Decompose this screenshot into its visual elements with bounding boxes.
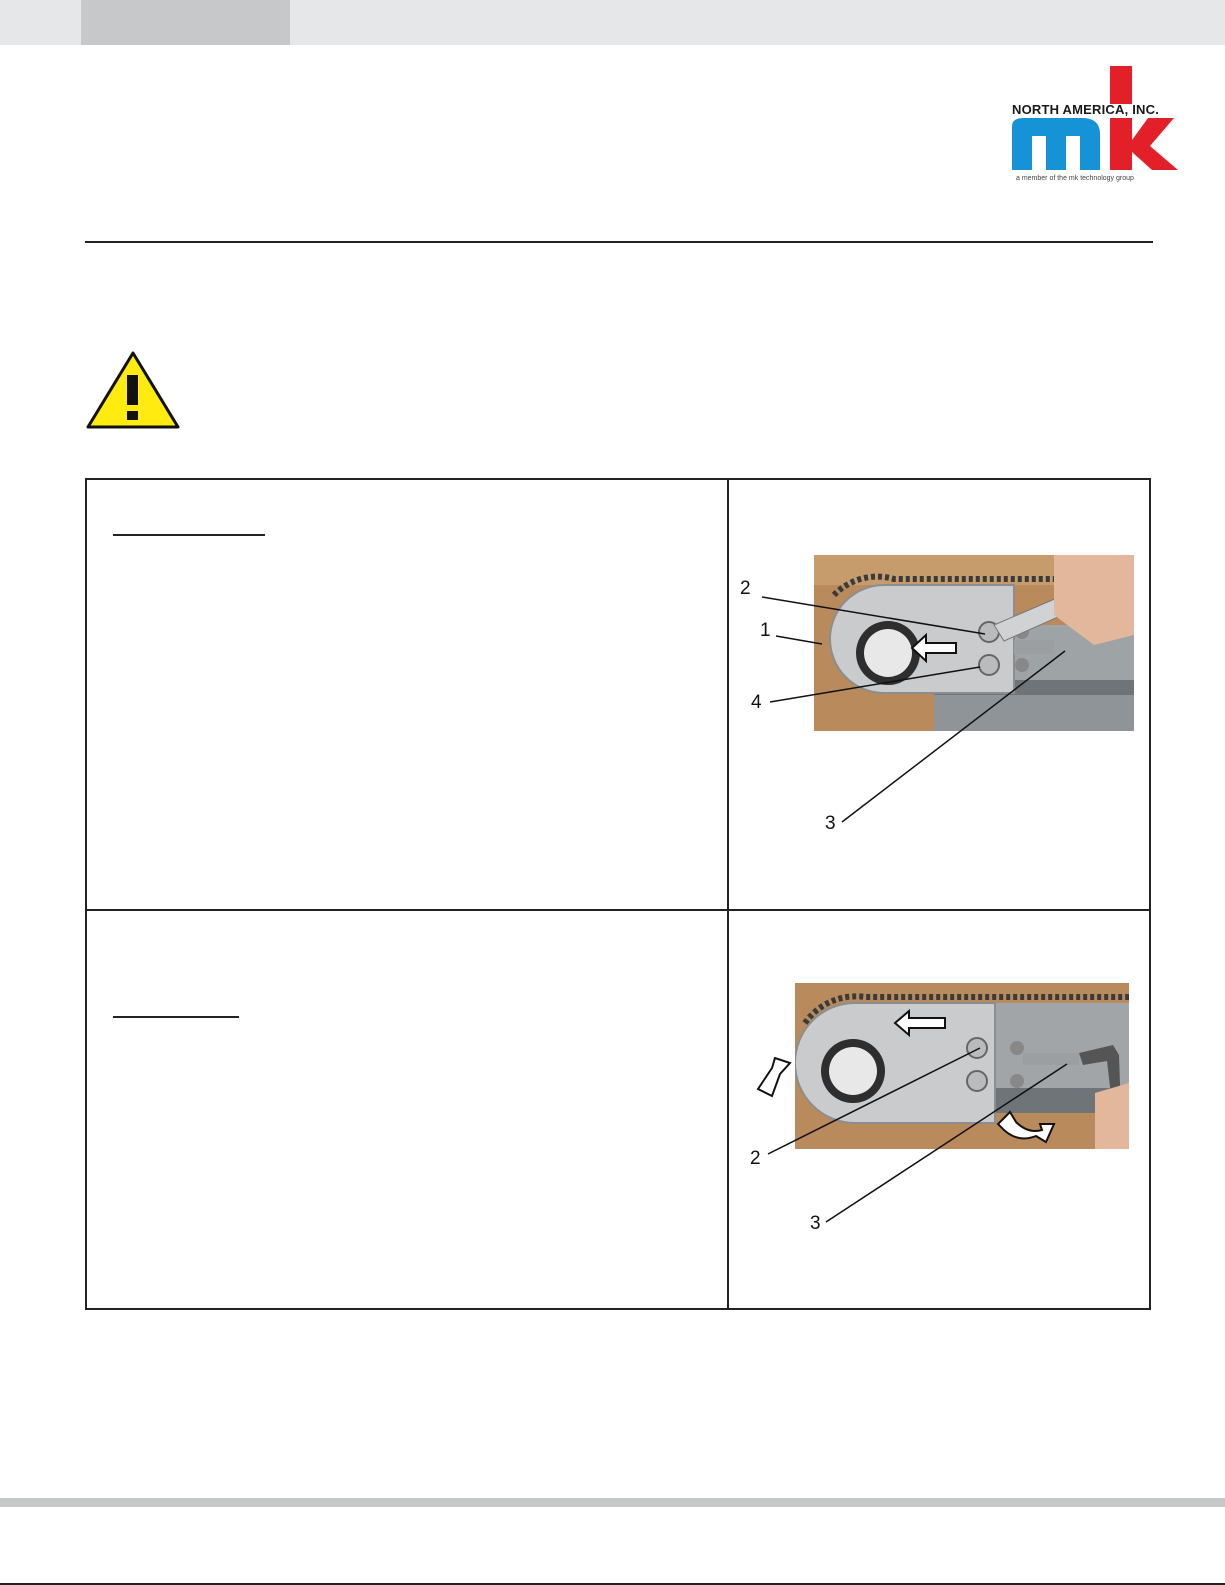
logo-tagline: a member of the mk technology group: [1016, 175, 1134, 182]
callout-3: 3: [825, 813, 836, 834]
callout-3: 3: [810, 1213, 821, 1234]
callout-1: 1: [760, 620, 771, 641]
footer-band: [0, 1498, 1225, 1507]
callout-2: 2: [750, 1148, 761, 1169]
callout-2: 2: [740, 578, 751, 599]
logo-company-name: NORTH AMERICA, INC.: [1012, 102, 1160, 117]
callout-4: 4: [751, 692, 762, 713]
